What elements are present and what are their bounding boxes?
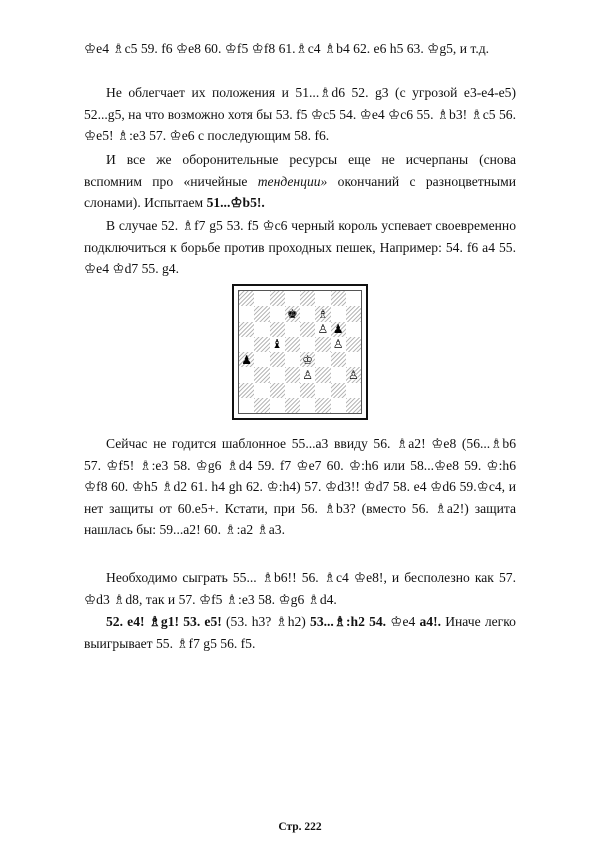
square-b6 bbox=[254, 322, 269, 337]
square-f3 bbox=[315, 367, 330, 382]
paragraph-6 bbox=[84, 567, 516, 610]
text-run: Сейчас не годится шаблонное 55...а3 ввиду 56. ♗а2! ♔е8 (56...♗b6 57. ♔f5! ♗:е3 58. ♔g6 ♗d4 59. f7 ♔е7 60. ♔:h6 или 58...♔е8 59. ♔:h6 ♔f8 60. ♔h5 ♗d2 61. h4 gh 62. ♔:h4) 57. ♔d3!! ♔d7 58. е4 ♔d6 59.♔c4, и нет защиты от 60.е5+. Кстати, при 56. ♗b3? (вместо 56. ♗а2!) защита нашлась бы: 59...а2! 60. ♗:а2 ♗а3. bbox=[84, 436, 516, 537]
square-d2 bbox=[285, 383, 300, 398]
white-king-icon: ♔ bbox=[302, 352, 313, 367]
square-f6 bbox=[315, 322, 330, 337]
paragraph-2 bbox=[84, 82, 516, 147]
square-a5 bbox=[239, 337, 254, 352]
square-h1 bbox=[346, 398, 361, 413]
square-f7 bbox=[315, 306, 330, 321]
square-g1 bbox=[331, 398, 346, 413]
square-g5 bbox=[331, 337, 346, 352]
square-e7 bbox=[300, 306, 315, 321]
paragraph-1 bbox=[84, 38, 516, 60]
square-d1 bbox=[285, 398, 300, 413]
square-c4 bbox=[270, 352, 285, 367]
square-b2 bbox=[254, 383, 269, 398]
text-run: В случае 52. ♗f7 g5 53. f5 ♔c6 черный король успевает своевременно подключиться к борьбе против проходных пешек, Например: 54. f6 а4 55. ♔е4 ♔d7 55. g4. bbox=[84, 218, 516, 276]
square-b7 bbox=[254, 306, 269, 321]
square-a3 bbox=[239, 367, 254, 382]
square-e2 bbox=[300, 383, 315, 398]
square-d5 bbox=[285, 337, 300, 352]
square-h7 bbox=[346, 306, 361, 321]
square-e4 bbox=[300, 352, 315, 367]
square-e8 bbox=[300, 291, 315, 306]
square-c3 bbox=[270, 367, 285, 382]
white-bishop-icon: ♗ bbox=[317, 306, 329, 321]
square-a7 bbox=[239, 306, 254, 321]
square-g6 bbox=[331, 322, 346, 337]
text-run: а4!. bbox=[419, 614, 442, 629]
square-d4 bbox=[285, 352, 300, 367]
square-e1 bbox=[300, 398, 315, 413]
square-e5 bbox=[300, 337, 315, 352]
square-f5 bbox=[315, 337, 330, 352]
square-f1 bbox=[315, 398, 330, 413]
square-f8 bbox=[315, 291, 330, 306]
paragraph-3 bbox=[84, 149, 516, 214]
square-b8 bbox=[254, 291, 269, 306]
square-a6 bbox=[239, 322, 254, 337]
black-bishop-icon: ♝ bbox=[271, 337, 283, 352]
text-run: Иначе легко выигрывает 55. ♗f7 g5 56. f5. bbox=[84, 614, 516, 651]
white-pawn-icon: ♙ bbox=[332, 337, 344, 352]
square-h8 bbox=[346, 291, 361, 306]
page-number: Стр. 222 bbox=[278, 821, 322, 833]
square-g2 bbox=[331, 383, 346, 398]
white-pawn-icon: ♙ bbox=[317, 322, 329, 337]
text-run: И все же оборонительные ресурсы еще не исчерпаны (снова вспомним про «ничейные bbox=[84, 152, 516, 189]
black-pawn-icon: ♟ bbox=[332, 322, 344, 337]
black-pawn-icon: ♟ bbox=[241, 352, 252, 367]
square-h5 bbox=[346, 337, 361, 352]
square-g3 bbox=[331, 367, 346, 382]
chess-diagram bbox=[232, 284, 368, 420]
white-pawn-icon: ♙ bbox=[302, 367, 313, 382]
text-run: (53. h3? ♗h2) bbox=[221, 614, 311, 629]
square-c5 bbox=[270, 337, 285, 352]
square-a8 bbox=[239, 291, 254, 306]
square-h2 bbox=[346, 383, 361, 398]
square-e3 bbox=[300, 367, 315, 382]
square-a1 bbox=[239, 398, 254, 413]
square-b1 bbox=[254, 398, 269, 413]
square-d6 bbox=[285, 322, 300, 337]
paragraph-4 bbox=[84, 215, 516, 280]
square-b3 bbox=[254, 367, 269, 382]
square-g8 bbox=[331, 291, 346, 306]
text-run: ♔е4 ♗c5 59. f6 ♔е8 60. ♔f5 ♔f8 61.♗c4 ♗b4 62. е6 h5 63. ♔g5, и т.д. bbox=[84, 41, 490, 56]
square-a2 bbox=[239, 383, 254, 398]
square-c2 bbox=[270, 383, 285, 398]
square-f2 bbox=[315, 383, 330, 398]
text-run: окончаний с разноцветными слонами). Испытаем bbox=[84, 173, 516, 210]
text-run: Необходимо сыграть 55... ♗b6!! 56. ♗c4 ♔е8!, и бесполезно как 57. ♔d3 ♗d8, так и 57. ♔f5 ♗:е3 58. ♔g6 ♗d4. bbox=[84, 570, 516, 607]
text-run: тенденции» bbox=[257, 173, 328, 189]
square-c1 bbox=[270, 398, 285, 413]
text-run: ♔е4 bbox=[386, 614, 420, 629]
square-h3 bbox=[346, 367, 361, 382]
square-f4 bbox=[315, 352, 330, 367]
square-d7 bbox=[285, 306, 300, 321]
text-run: 52. е4! ♗g1! 53. е5! bbox=[106, 614, 222, 629]
white-pawn-icon: ♙ bbox=[347, 367, 359, 382]
square-d3 bbox=[285, 367, 300, 382]
square-a4 bbox=[239, 352, 254, 367]
square-c7 bbox=[270, 306, 285, 321]
black-king-icon: ♚ bbox=[286, 306, 298, 321]
paragraph-7 bbox=[84, 611, 516, 654]
text-run: 53...♗:h2 54. bbox=[310, 614, 387, 629]
square-c8 bbox=[270, 291, 285, 306]
paragraph-5 bbox=[84, 433, 516, 541]
square-b5 bbox=[254, 337, 269, 352]
square-b4 bbox=[254, 352, 269, 367]
square-d8 bbox=[285, 291, 300, 306]
square-e6 bbox=[300, 322, 315, 337]
square-h6 bbox=[346, 322, 361, 337]
chess-board bbox=[238, 290, 362, 414]
square-g7 bbox=[331, 306, 346, 321]
text-run: Не облегчает их положения и 51...♗d6 52. g3 (с угрозой е3-е4-е5) 52...g5, на что возможно хотя бы 53. f5 ♔c5 54. ♔е4 ♔c6 55. ♗b3! ♗c5 56. ♔е5! ♗:е3 57. ♔е6 с последующим 58. f6. bbox=[84, 85, 516, 143]
square-h4 bbox=[346, 352, 361, 367]
square-g4 bbox=[331, 352, 346, 367]
square-c6 bbox=[270, 322, 285, 337]
text-run: 51...♔b5!. bbox=[206, 195, 265, 210]
